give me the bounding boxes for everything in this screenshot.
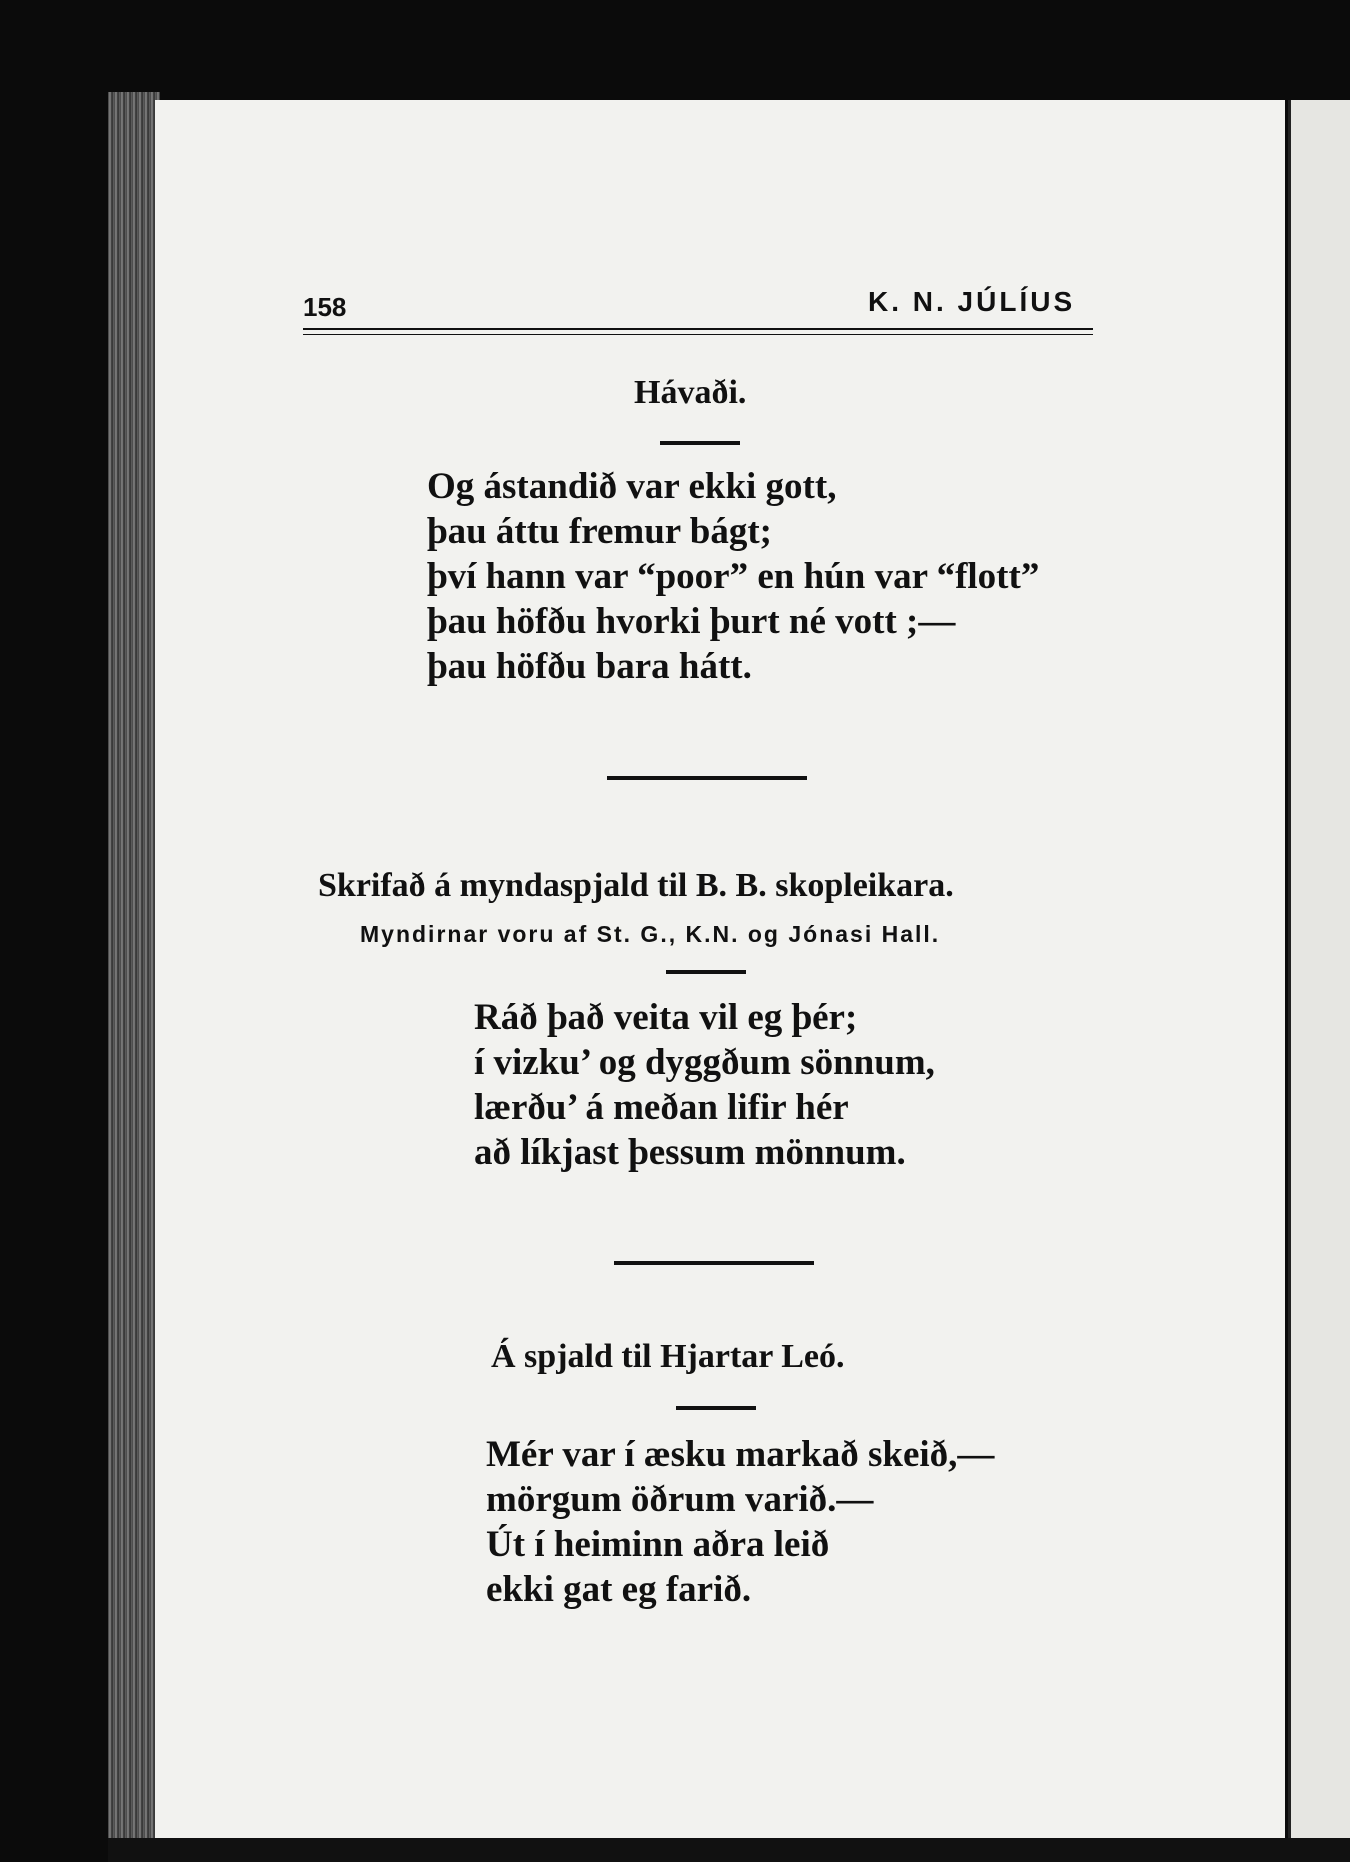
verse-line: að líkjast þessum mönnum. bbox=[474, 1132, 906, 1173]
verse-line: Mér var í æsku markað skeið,— bbox=[486, 1434, 995, 1475]
section-divider bbox=[614, 1261, 814, 1265]
page-number: 158 bbox=[303, 292, 347, 322]
header-rule bbox=[303, 328, 1093, 330]
header-rule-thin bbox=[303, 334, 1093, 335]
book-page-edges bbox=[108, 92, 160, 1850]
verse-line: mörgum öðrum varið.— bbox=[486, 1479, 874, 1520]
verse-line: þau höfðu bara hátt. bbox=[427, 646, 752, 687]
verse-line: Ráð það veita vil eg þér; bbox=[474, 997, 858, 1038]
verse-line: í vizku’ og dyggðum sönnum, bbox=[474, 1042, 935, 1083]
title-rule bbox=[676, 1406, 756, 1410]
verse-line: ekki gat eg farið. bbox=[486, 1569, 752, 1610]
poem-verse bbox=[474, 995, 935, 1175]
section-divider bbox=[607, 776, 807, 780]
verse-line: Út í heiminn aðra leið bbox=[486, 1524, 830, 1565]
title-rule bbox=[666, 970, 746, 974]
verse-line: því hann var “poor” en hún var “flott” bbox=[427, 556, 1040, 597]
poem-verse bbox=[486, 1432, 994, 1612]
verse-line: þau áttu fremur bágt; bbox=[427, 511, 772, 552]
poem-title: Skrifað á myndaspjald til B. B. skopleikara. bbox=[318, 867, 954, 904]
title-rule bbox=[660, 441, 740, 445]
verse-line: Og ástandið var ekki gott, bbox=[427, 466, 837, 507]
poem-title: Á spjald til Hjartar Leó. bbox=[491, 1338, 845, 1375]
poem-subtitle: Myndirnar voru af St. G., K.N. og Jónasi Hall. bbox=[360, 921, 941, 947]
verse-line: lærðu’ á meðan lifir hér bbox=[474, 1087, 849, 1128]
verse-line: þau höfðu hvorki þurt né vott ;— bbox=[427, 601, 956, 642]
scan-bottom-shadow bbox=[108, 1838, 1350, 1862]
facing-page-edge bbox=[1288, 100, 1350, 1845]
poem-verse bbox=[427, 464, 1039, 689]
poem-title: Hávaði. bbox=[634, 374, 747, 411]
running-head: K. N. JÚLÍUS bbox=[868, 286, 1076, 317]
